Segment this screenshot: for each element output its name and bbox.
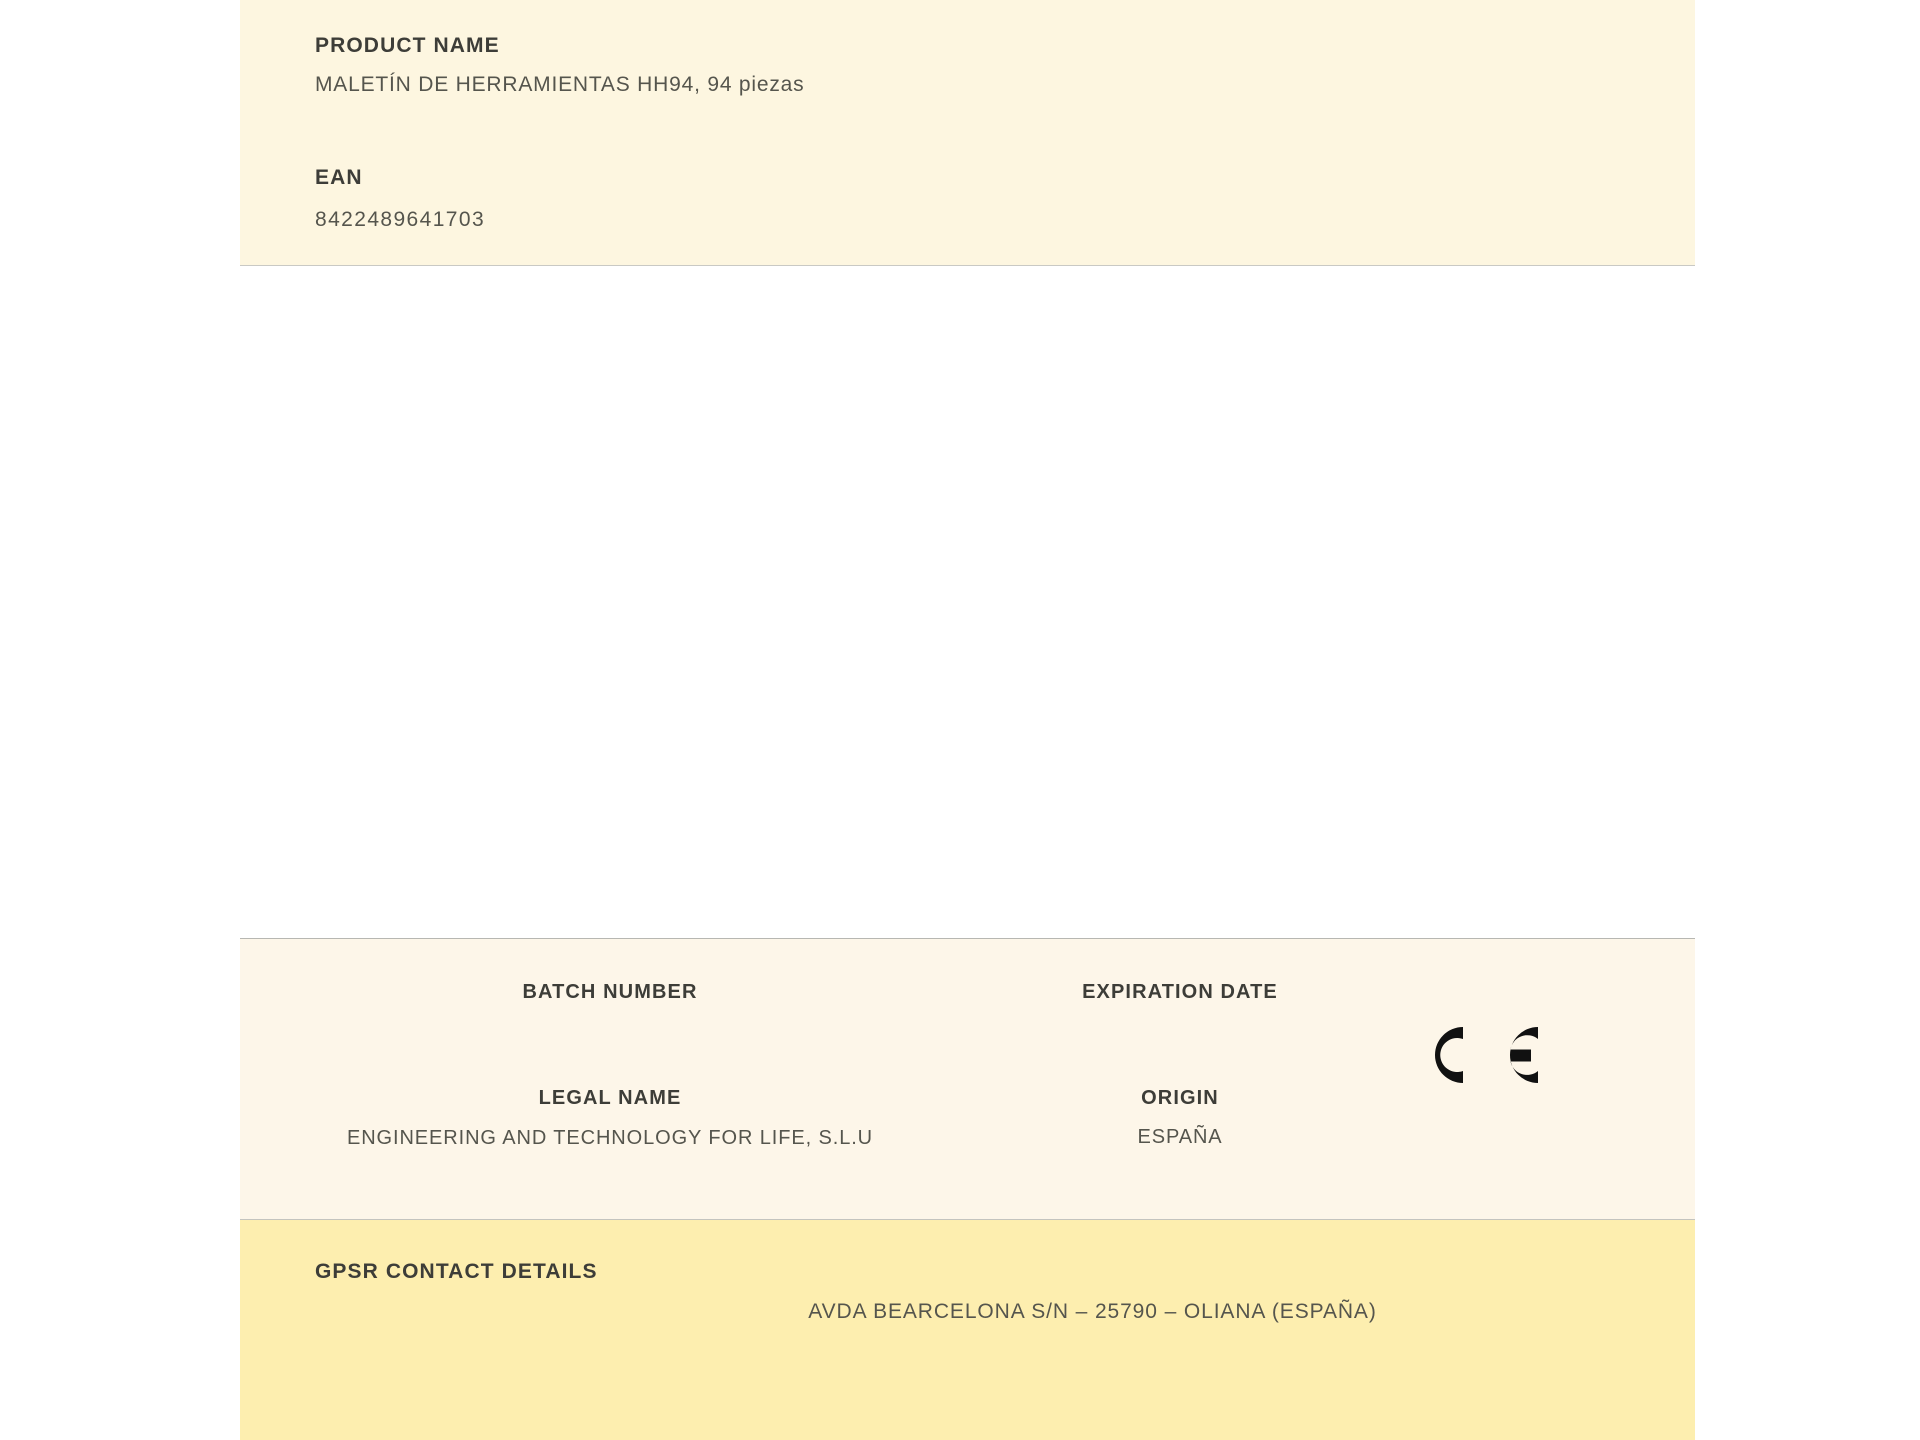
expiration-date-label: EXPIRATION DATE [1082, 981, 1278, 1003]
product-name-label: PRODUCT NAME [315, 34, 500, 57]
legal-name-value: ENGINEERING AND TECHNOLOGY FOR LIFE, S.L.U [346, 1127, 874, 1149]
legal-origin-row [240, 1087, 1695, 1150]
product-name-value: MALETÍN DE HERRAMIENTAS HH94, 94 piezas [315, 73, 805, 96]
expiration-date-field [980, 981, 1380, 1021]
product-identity-band [240, 0, 1695, 266]
origin-label: ORIGIN [1141, 1087, 1219, 1109]
ean-value: 8422489641703 [315, 208, 486, 231]
legal-name-label: LEGAL NAME [538, 1087, 682, 1109]
ce-mark-icon [1405, 1015, 1555, 1095]
product-info-sheet [240, 0, 1695, 1440]
ean-field [315, 166, 485, 232]
gpsr-contact-label: GPSR CONTACT DETAILS [315, 1260, 598, 1283]
ean-label: EAN [315, 166, 363, 189]
gpsr-contact-address: AVDA BEARCELONA S/N – 25790 – OLIANA (ESPAÑA) [808, 1300, 1377, 1323]
gpsr-contact-band [240, 1220, 1695, 1440]
product-name-field [315, 34, 804, 97]
legal-name-field [240, 1087, 980, 1150]
blank-content-area [240, 266, 1695, 939]
batch-number-label: BATCH NUMBER [522, 981, 698, 1003]
origin-value: ESPAÑA [1137, 1126, 1223, 1148]
manufacturer-info-band [240, 939, 1695, 1220]
batch-number-field [240, 981, 980, 1021]
origin-field [980, 1087, 1380, 1150]
